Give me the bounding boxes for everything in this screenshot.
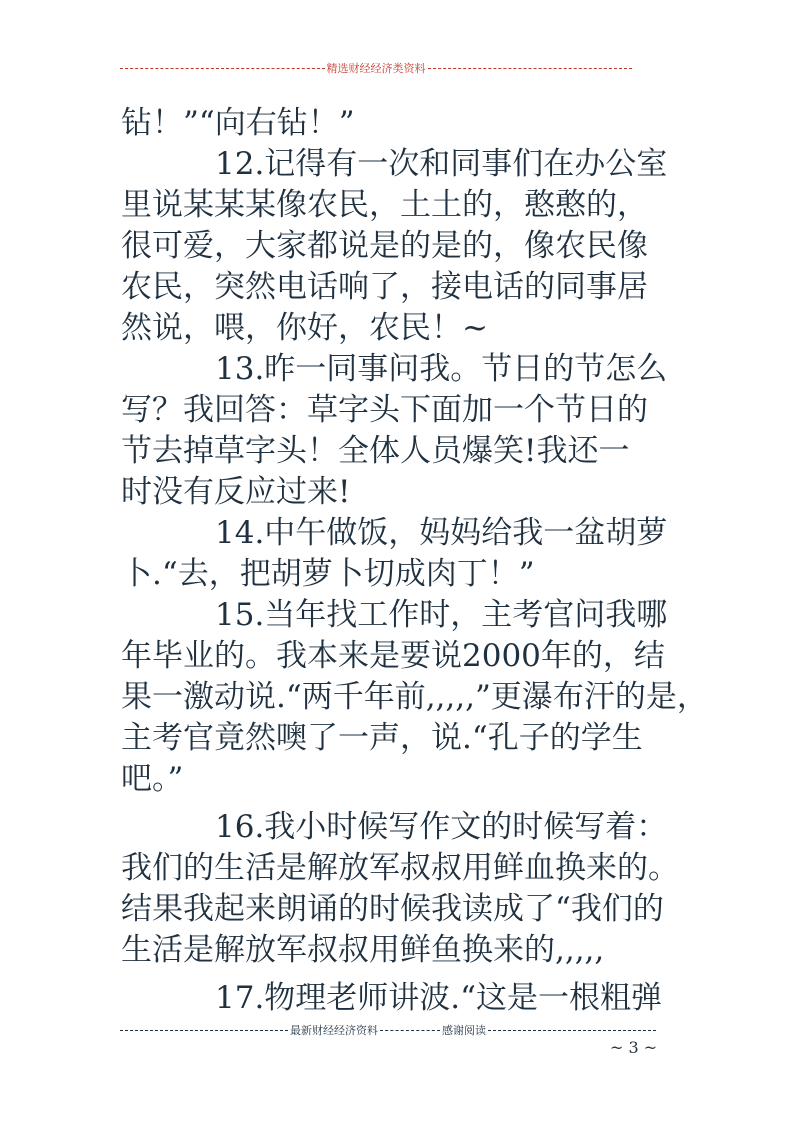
text-line: 结果我起来朗诵的时候我读成了“我们的 xyxy=(121,891,664,927)
text-line: 12.记得有一次和同事们在办公室 xyxy=(215,146,668,182)
text-line: 14.中午做饭，妈妈给我一盆胡萝 xyxy=(215,515,668,551)
header-text: 精选财经经济类资料 xyxy=(326,62,426,75)
header-rule-left xyxy=(120,68,325,69)
text-line: 时没有反应过来! xyxy=(121,474,351,510)
text-line: 农民，突然电话响了，接电话的同事居 xyxy=(121,269,648,305)
footer-rule-right xyxy=(488,1030,656,1031)
footer-right-text: 感谢阅读 xyxy=(442,1024,486,1037)
text-line: 15.当年找工作时，主考官问我哪 xyxy=(215,597,668,633)
text-line: 吧。” xyxy=(121,761,184,797)
footer-rule-middle xyxy=(380,1030,440,1031)
text-line: 我们的生活是解放军叔叔用鲜血换来的。 xyxy=(121,850,679,886)
page-number: ~ 3 ~ xyxy=(610,1038,658,1057)
text-line: 13.昨一同事问我。节日的节怎么 xyxy=(215,351,668,387)
text-line: 很可爱，大家都说是的是的，像农民像 xyxy=(121,228,648,264)
text-line: 卜.“去，把胡萝卜切成肉丁！” xyxy=(121,556,535,592)
text-line: 然说，喂，你好，农民！~ xyxy=(121,310,488,346)
page-header xyxy=(120,61,632,75)
text-line: 写？我回答：草字头下面加一个节日的 xyxy=(121,392,648,428)
text-line: 果一激动说.“两千年前,,,,,”更瀑布汗的是， xyxy=(121,679,708,715)
text-line: 17.物理老师讲波.“这是一根粗弹 xyxy=(215,980,663,1016)
header-rule-right xyxy=(428,68,633,69)
text-line: 主考官竟然噢了一声，说.“孔子的学生 xyxy=(121,720,643,756)
text-line: 年毕业的。我本来是要说2000年的，结 xyxy=(121,638,665,674)
document-body xyxy=(121,103,708,1019)
page-footer xyxy=(120,1023,656,1037)
text-line: 16.我小时候写作文的时候写着： xyxy=(215,809,668,845)
footer-rule-left xyxy=(120,1030,288,1031)
footer-left-text: 最新财经经济资料 xyxy=(290,1024,378,1037)
text-line: 生活是解放军叔叔用鲜鱼换来的,,,,, xyxy=(121,932,605,968)
text-line: 节去掉草字头！全体人员爆笑!我还一 xyxy=(121,433,630,469)
text-line: 里说某某某像农民，土土的，憨憨的， xyxy=(121,187,648,223)
text-line: 钻！”“向右钻！” xyxy=(121,105,355,141)
